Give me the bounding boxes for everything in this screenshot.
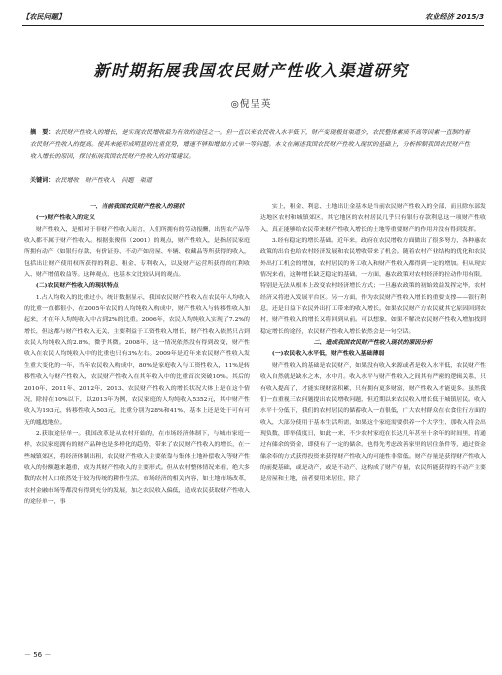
paragraph: 实上，租金、利息、土地出让金基本是当前农民财产性收入的全部，而且除东部发达地区农村和城镇郊区，其它地区的农村居民几乎只有银行存款利息这一项财产性收入，真正能够给农民带来财产性收入增长的土地等重要财产的作用并没有得到发挥。: [260, 203, 486, 233]
right-column: [260, 201, 486, 485]
keywords-label: 关键词：: [30, 177, 55, 184]
journal-issue: 农业经济 2015/3: [425, 12, 484, 21]
paragraph: 财产性收入，是相对于非财产性收入而言，人们所拥有的劳动报酬，出售农产品等收入都不属于财产性收入。根据张俊伟（2001）的观点，财产性收入，是指居民家庭所拥有动产（如银行存款、有价证券、不动产如房屋、车辆、收藏品等所获得的收入，包括出让财产使用权所获得的利息、租金、专利收入，以及财产运营所获得的红利收入、财产增值收益等。这种观点，也基本文比较认同的观点。: [24, 225, 250, 279]
abstract: [30, 127, 470, 162]
keywords: [30, 175, 470, 187]
section-heading: 一、当前我国农民财产性收入的现状: [89, 203, 185, 210]
abstract-label: 摘 要：: [30, 129, 55, 136]
column-name: 【农民问题】: [22, 12, 66, 21]
subsection-heading: (一)财产性收入的定义: [35, 214, 95, 222]
page-number: － 56 －: [24, 651, 52, 659]
paragraph: 2.获取途径单一。我国改革是从农村开始的，在市场经济体制下，与城市家庭一样，农民家庭拥有的财产品种也是多样化的趋势，带来了农民财产性收入的增长，在一些城镇郊区，将经济体制出租，农民财产性收入主要依靠与集体土地补偿收入等财产性收入的份额越来越重，成为其财产性收入的主要形式。但从农村整体情况来看，绝大多数的农村人口依然处于较为传统的耕作生活，市场经济的相关内容，如土地市场改革，农村金融市场等都没有得到充分的发展，加之农民收入偏低，造成农民获取财产性收入的途径单一，事: [24, 429, 250, 505]
abstract-text: 农民财产性收入的增长，是实现农民增收最为有效的途径之一。但一直以来农民收入水平低下，财产变现极贫渠道少，农民整体素质不高等因素一直制约着农民财产性收入的提高。使其未能形成明显的比重优势，增速不够和增加方式单一等问题。本文在阐述我国农民财产性收入现状的基础上，分析抑制我国农民财产性收入增长的原因，探讨拓展我国农民财产性收入的对策建议。: [30, 129, 471, 160]
author-name: ◎倪呈英: [230, 99, 272, 110]
subsection-heading: (二)农民财产性收入的现状特点: [35, 282, 119, 290]
keywords-text: 农民增收 财产性收入 问题 渠道: [54, 177, 152, 184]
subsection-heading: (一)农民收入水平低，财产性收入基础薄弱: [271, 350, 385, 358]
article-title: 新时期拓展我国农民财产性收入渠道研究: [93, 61, 409, 80]
paragraph: 财产性收入的基础是农民财产，如果没有收入来源或者是收入水平低，农民财产性收入自然就是缺水之木，水中月。收入水平与财产性收入之间其有严密的逻辑关系，只有收入提高了，才能实现财富积累，只有拥有更多财富，财产性收入才能更多。虽然我们一直重视三农问题提出农民增收问题，但近期以来农民收入增长低于城镇居民。收入水平十分低下，我们的农村居民的储蓄收入一直很低，广大农村群众在衣食住行方面的收入，大部分使用于基本生活所需，如果这个家庭需要供养一个大学生，那收入将会出现负数，即举债度日，如此一来，不少农村家庭在长达几年甚至十余年的时间里，将通过有储余的资金，即使有了一定的储余，也得先考虑改善家里的居住条件等，通过资金储余奉的方式获得投资来获得财产性收入的可能性非常低。财产存量是获得财产性收入的前提基础，或是动产，或是不动产，这构成了财产存量，农民所能获得的不动产主要是房屋和土地，前者要用来居住，除了: [260, 361, 486, 483]
running-header: [22, 11, 484, 26]
left-column: [24, 201, 250, 507]
paragraph: 1.占人均收入的比重过小。统计数据显示，我国农民财产性收入在农民年人均收入的比重一直都很小，在2005年农民的人均纯收入构成中，财产性收入与转移性收入加起来，才在年人均纯收入中占到2%的比重。2006年，农民人均纯收入实现了7.2%的增长，但这都与财产性收入无关，主要利益于工资性收入增长，财产性收入依然只占到农民人均纯收入的2.8%，微乎其微。2008年，这一情况依然没有得到改变，财产性收入在农民人均纯收入中的比重也只有3%左右。2009年是近年来农民财产性收入发生重大变化的一年，当年农民收入构成中，80%是家庭收入与工资性收入，11%是转移性收入与财产性收入，农民财产性收入在其年收入中的比重首次突破10%。其后的2010年、2011年、2012年、2013、农民财产性收入的增长状况大体上是在这个情况，除持在10%以下，以2013年为例，农民家庭的人均纯收入5352元，其中财产性收入为193元，转移性收入503元，比重分别为28%和41%，基本上还是处于可有可无的尴尬地位。: [24, 293, 250, 426]
paragraph: 3.经有稳定的增长基础。近年来，政府在农民增收方面做出了很多努力，各种惠农政策的出台也给农村经济发展和农民增收带来了机会。随着农村产业结构的优化和农民外出打工机会的增加，农村居民的务工收入和财产性收入都得到一定的增加。但从现实情况来看，这种增长缺乏稳定的基础，一方面，惠农政策对农村经济的拉动作用有限，特别是无法从根本上改变农村经济增长方式；一旦惠农政策的初始效益发挥完毕，农村经济又将进入发展平台区。另一方面，作为农民财产性收入增长的重要支撑——银行利息，还是日益下农民外出打工带来的收入增长。如果农民财产方农民就其它原因回到农村，财产性收入的增长又将回到从前。可以想象，如果不解决农民财产性收入增加找到稳定增长的途径，农民财产性收入增长依然会是一句空话。: [260, 237, 486, 335]
section-heading: 二、造成我国农民财产性收入现状的原因分析: [313, 339, 433, 347]
